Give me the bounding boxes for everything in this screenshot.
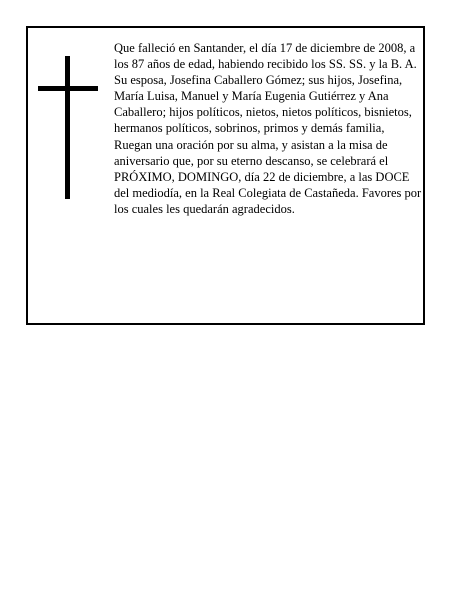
- notice-text: [114, 40, 424, 217]
- death-announcement-paragraph: Que falleció en Santander, el día 17 de diciembre de 2008, a los 87 años de edad, habiendo recibido los SS. SS. y la B. A.: [114, 41, 417, 72]
- obituary-notice: [26, 26, 425, 325]
- family-paragraph: Su esposa, Josefina Caballero Gómez; sus hijos, Josefina, María Luisa, Manuel y María Eugenia Gutiérrez y Ana Caballero; hijos políticos, nietos, nietos políticos, bisnietos, hermanos políticos, sobrinos, primos y demás familia,: [114, 73, 412, 136]
- cross-vertical-bar: [65, 56, 70, 199]
- cross-horizontal-bar: [38, 86, 98, 91]
- cross-icon: [38, 56, 98, 199]
- mass-invitation-paragraph: Ruegan una oración por su alma, y asistan a la misa de aniversario que, por su eterno descanso, se celebrará el PRÓXIMO, DOMINGO, día 22 de diciembre, a las DOCE del mediodía, en la Real Colegiata de Castañeda. Favores por los cuales les quedarán agradecidos.: [114, 137, 422, 216]
